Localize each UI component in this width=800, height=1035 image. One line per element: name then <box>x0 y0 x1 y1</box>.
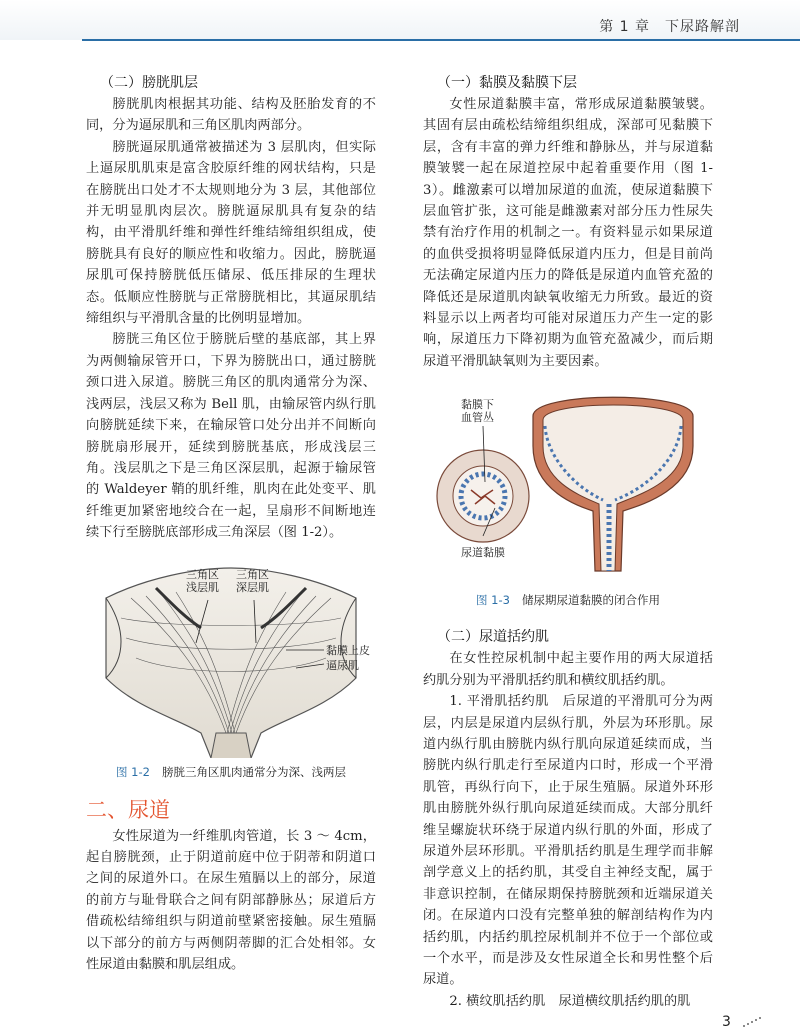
figure-number: 图 1-2 <box>116 764 150 779</box>
figure-caption-text: 膀胱三角区肌肉通常分为深、浅两层 <box>161 764 346 779</box>
figure-caption-1-2 <box>86 764 376 780</box>
paragraph: 女性尿道为一纤维肌肉管道，长 3 ～ 4cm，起自膀胱颈，止于阴道前庭中位于阴蒂和阴道口之间的尿道外口。在尿生殖膈以上的部分，尿道的前方与耻骨联合之间有阴部静脉丛；尿道后方借疏松结缔组织与阴道前壁紧密接触。尿生殖膈以下部分的前方与两侧阴蒂脚的汇合处相邻。女性尿道由黏膜和肌层组成。 <box>86 828 376 972</box>
paragraph: 膀胱三角区位于膀胱后壁的基底部，其上界为两侧输尿管开口，下界为膀胱出口，通过膀胱颈口进入尿道。膀胱三角区的肌肉通常分为深、浅两层，浅层又称为 Bell 肌，由输尿管内纵行肌向膀胱延续下来，在输尿管口处分出并不间断向膀胱扇形展开，延续到膀胱基底，形成浅层三角。浅层肌之下是三角区深层肌，起源于输尿管的 Waldeyer 鞘的肌纤维，肌肉在此处变平、肌纤维更加紧密地绞合在一起，呈扇形不间断地连续下行至膀胱底部形成三角深层（图 1-2）。 <box>86 332 376 541</box>
corner-dots-decoration <box>742 1016 764 1028</box>
label-line: 黏膜下 <box>461 398 494 412</box>
label-line: 三角区 <box>186 567 219 581</box>
label-line: 浅层肌 <box>186 580 219 594</box>
label-line: 血管丛 <box>461 411 494 425</box>
running-head: 第 1 章 下尿路解剖 <box>599 19 740 35</box>
label-shallow-trigone <box>186 568 219 594</box>
figure-1-3 <box>423 386 713 586</box>
paragraph: 2. 横纹肌括约肌 尿道横纹肌括约肌的肌 <box>449 993 691 1009</box>
label-submucosal-plexus <box>461 398 494 424</box>
left-column <box>86 72 376 975</box>
paragraph: 膀胱肌肉根据其功能、结构及胚胎发育的不同，分为逼尿肌和三角区肌肉两部分。 <box>86 97 376 134</box>
label-mucosa-epithelium: 黏膜上皮 <box>326 643 370 657</box>
figure-caption-text: 储尿期尿道黏膜的闭合作用 <box>521 593 660 608</box>
chapter-section-heading-urethra: 二、尿道 <box>86 797 170 822</box>
right-column <box>423 72 713 1012</box>
paragraph: 女性尿道黏膜丰富，常形成尿道黏膜皱襞。其固有层由疏松结缔组织组成，深部可见黏膜下层，含有丰富的弹力纤维和静脉丛，并与尿道黏膜皱襞一起在尿道控尿中起着重要作用（图 1-3）。雌激素可以增加尿道的血流，使尿道黏膜下层血管扩张，这可能是雌激素对部分压力性尿失禁有治疗作用的机制之一。有资料显示如果尿道的血供受损将明显降低尿道内压力，但是目前尚无法确定尿道内压力的降低是尿道内血管充盈的降低还是尿道肌肉缺氧收缩无力所致。最近的资料显示以上两者均可能对尿道压力产生一定的影响，尿道压力下降初期为血管充盈减少，而后期尿道平滑肌缺氧则为主要因素。 <box>423 97 713 369</box>
trigone-illustration <box>86 558 376 758</box>
section-heading-sphincter: （二）尿道括约肌 <box>437 629 549 646</box>
paragraph: 1. 平滑肌括约肌 后尿道的平滑肌可分为两层，内层是尿道内层纵行肌，外层为环形肌。尿道内纵行肌由膀胱内纵行肌向尿道延续而成，当膀胱内纵行肌走行至尿道内口时，形成一个平滑肌管，再纵行向下，止于尿生殖膈。尿道外环形肌由膀胱外纵行肌向尿道延续而成。大部分肌纤维呈螺旋状环绕于尿道内纵行肌的外面，形成了尿道外层环形肌。平滑肌括约肌是生理学而非解剖学意义上的括约肌，其受自主神经支配，属于非意识控制，在储尿期保持膀胱颈和近端尿道关闭。在尿道内口没有完整单独的解剖结构作为内括约肌，内括约肌控尿机制并不位于一个部位或一个水平，而是涉及女性尿道全长和男性整个后尿道。 <box>423 694 713 988</box>
header-rule <box>82 39 800 41</box>
figure-number: 图 1-3 <box>476 593 510 608</box>
label-deep-trigone <box>236 568 269 594</box>
section-heading-bladder-muscle: （二）膀胱肌层 <box>100 75 198 91</box>
figure-caption-1-3 <box>423 592 713 608</box>
paragraph: 在女性控尿机制中起主要作用的两大尿道括约肌分别为平滑肌括约肌和横纹肌括约肌。 <box>423 651 713 688</box>
figure-1-2 <box>86 558 376 758</box>
page-number: 3 <box>722 1014 731 1030</box>
label-line: 三角区 <box>236 567 269 581</box>
label-line: 深层肌 <box>236 580 269 594</box>
label-detrusor: 逼尿肌 <box>326 658 359 672</box>
section-heading-mucosa: （一）黏膜及黏膜下层 <box>437 75 577 91</box>
paragraph: 膀胱逼尿肌通常被描述为 3 层肌肉，但实际上逼尿肌肌束是富含胶原纤维的网状结构，只是在膀胱出口处才不太规则地分为 3 层，其他部位并无明显肌肉层次。膀胱逼尿肌具有复杂的结构，由平滑肌纤维和弹性纤维结缔组织组成，使膀胱具有良好的顺应性和收缩力。因此，膀胱逼尿肌可保持膀胱低压储尿、低压排尿的生理状态。低顺应性膀胱与正常膀胱相比，其逼尿肌结缔组织与平滑肌含量的比例明显增加。 <box>86 139 376 327</box>
label-urethral-mucosa: 尿道黏膜 <box>461 546 505 560</box>
